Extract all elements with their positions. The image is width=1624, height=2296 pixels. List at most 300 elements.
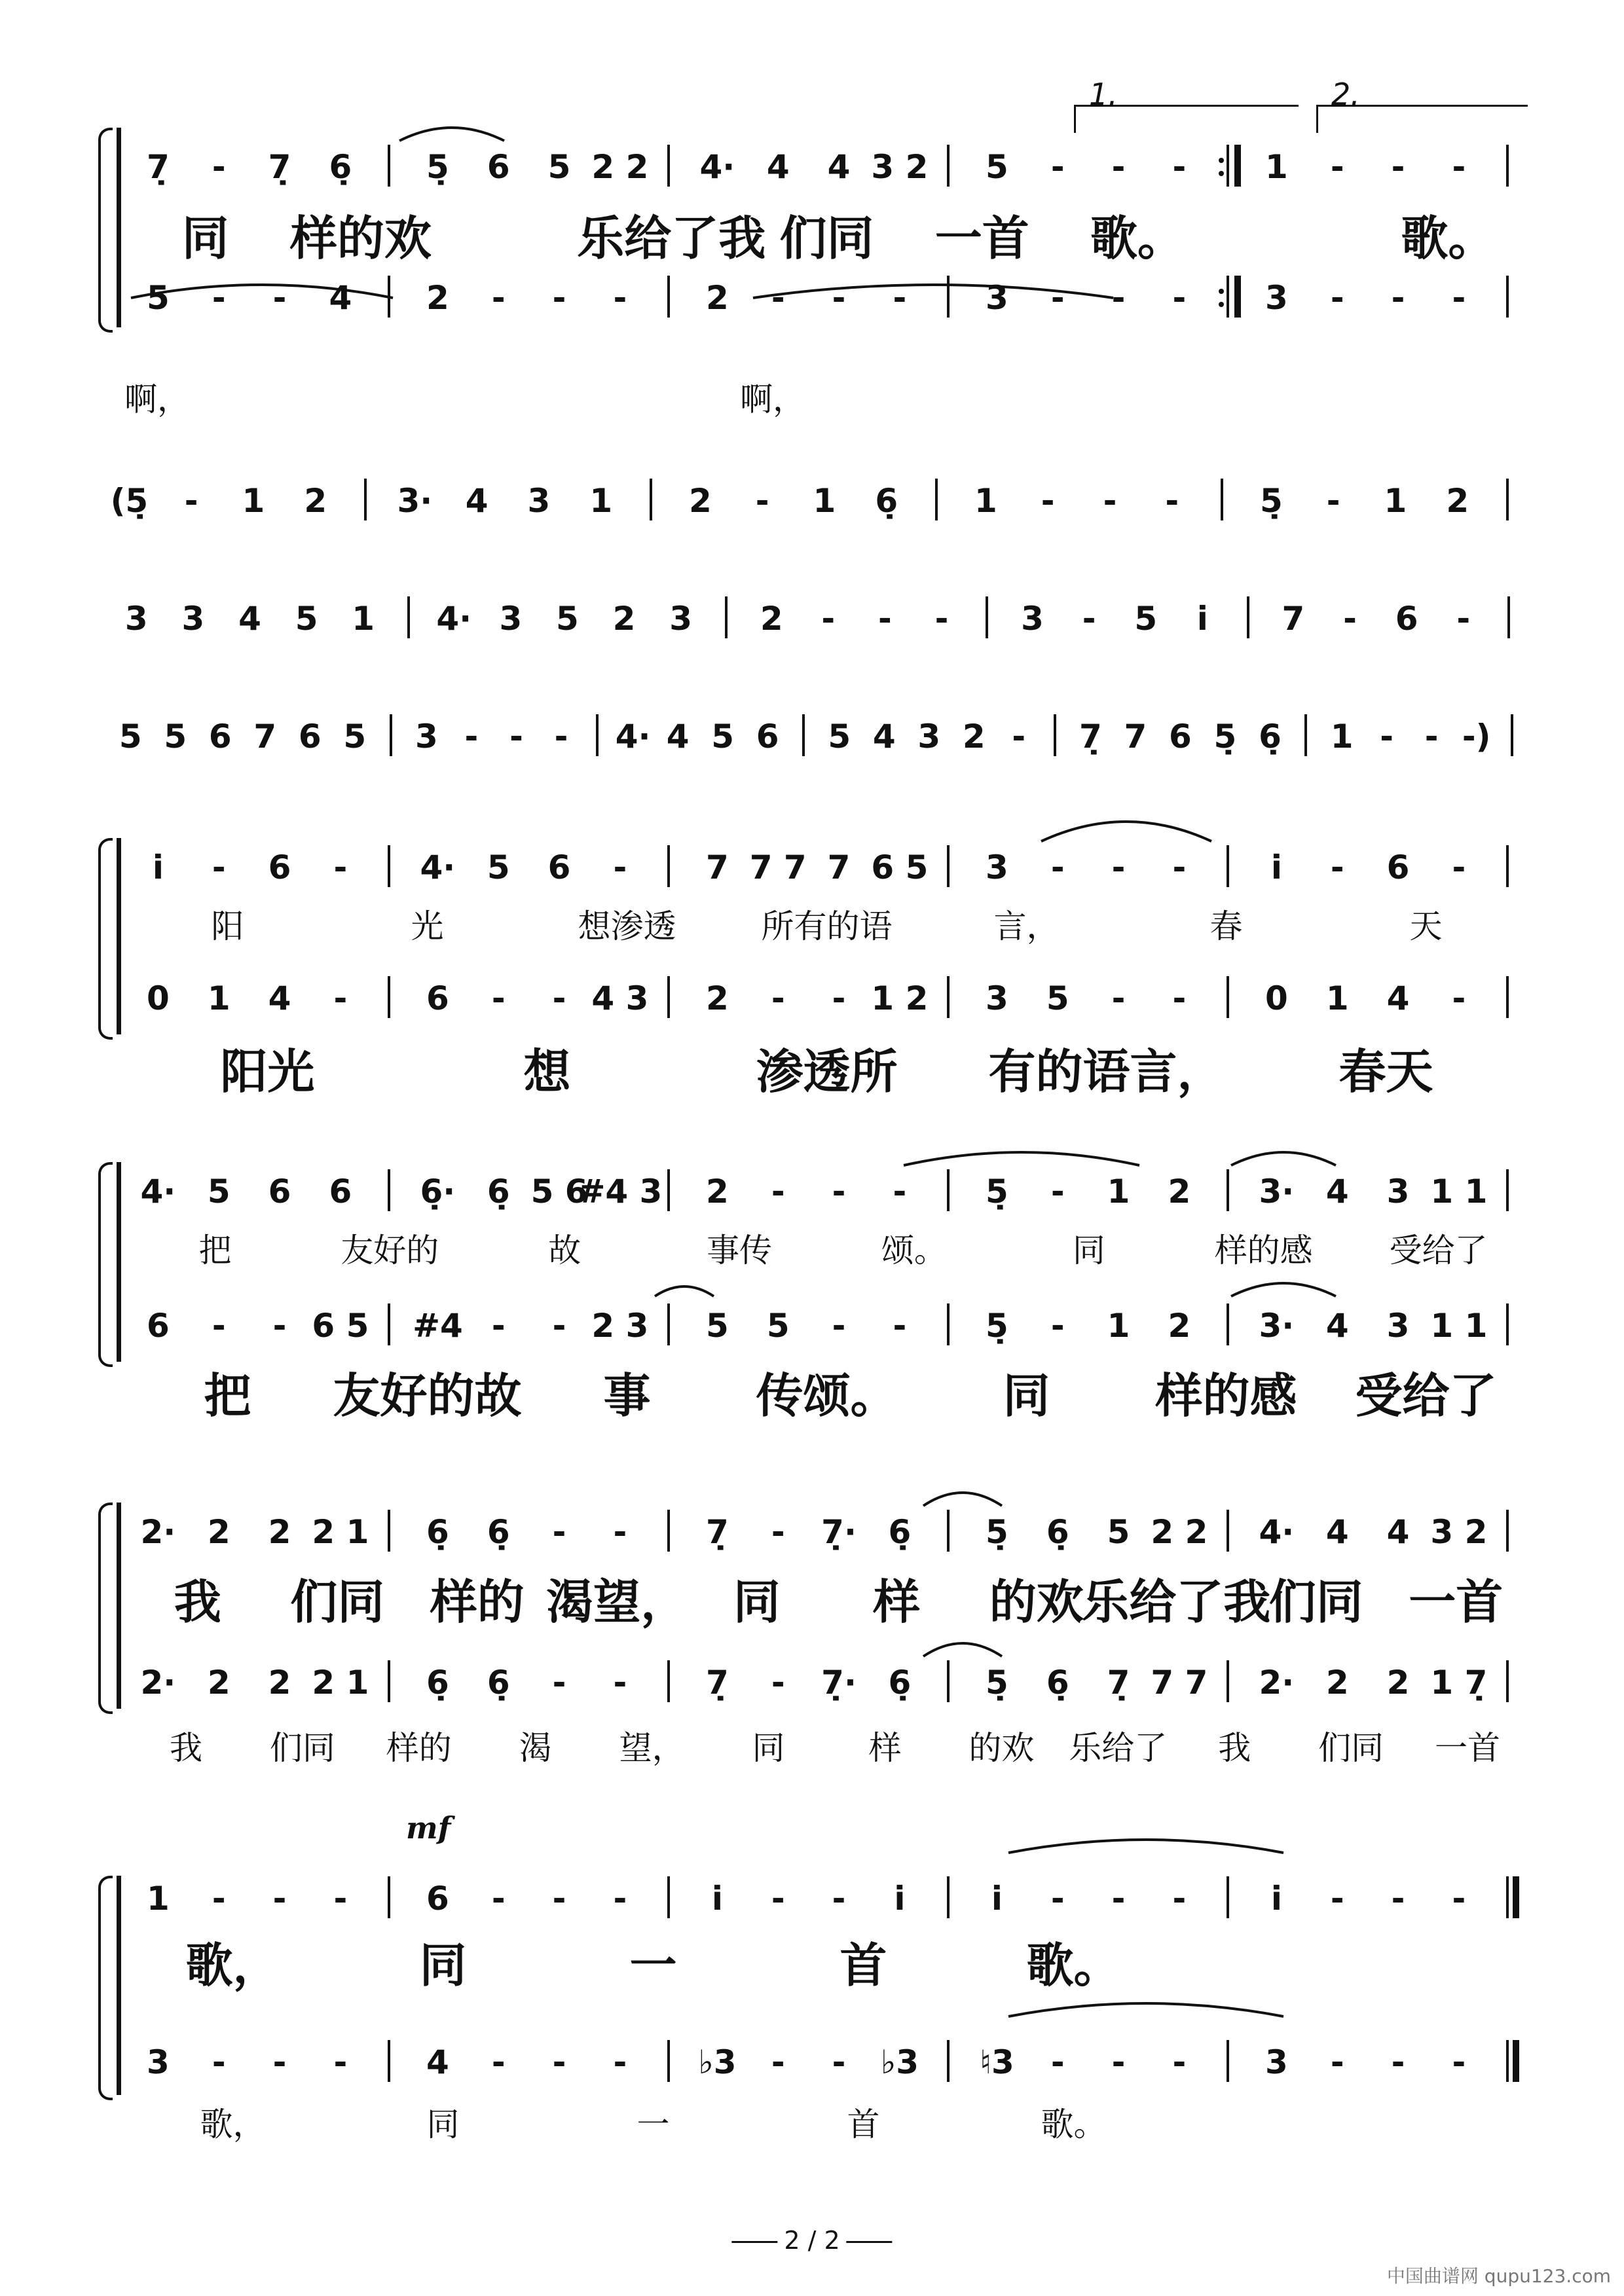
- lyric: 受给了: [1355, 1368, 1497, 1423]
- note: -: [491, 279, 506, 317]
- lyric: 啊，: [124, 380, 190, 418]
- note: -: [893, 1173, 907, 1211]
- note: -: [1111, 2043, 1126, 2081]
- note: 6: [756, 718, 779, 756]
- note: 1 2: [871, 979, 929, 1017]
- lyric: 们同: [779, 211, 874, 266]
- note: -: [771, 279, 785, 317]
- note: 2: [1386, 1664, 1410, 1702]
- lyric: 首: [847, 2105, 880, 2143]
- note: 7 7: [1151, 1664, 1208, 1702]
- note: 2 1: [312, 1664, 369, 1702]
- note: 6̣: [1046, 1513, 1069, 1551]
- note: -: [1452, 2043, 1466, 2081]
- note: 2·: [1259, 1664, 1295, 1702]
- note: 6̣: [888, 1513, 912, 1551]
- note: 6: [547, 848, 571, 886]
- note: -: [491, 1307, 506, 1345]
- note: 3: [1021, 600, 1044, 638]
- lyric: 歌。: [1041, 2105, 1107, 2143]
- lyric: 同: [1003, 1368, 1050, 1423]
- note: 6: [208, 718, 232, 756]
- note: -: [552, 1880, 566, 1918]
- lyric: 乐给了: [1069, 1729, 1168, 1767]
- lyric: 颂。: [881, 1231, 947, 1269]
- note: -: [832, 2043, 846, 2081]
- note: 7̣: [147, 148, 170, 186]
- note: i̇: [1270, 1880, 1282, 1918]
- note: -: [613, 1513, 627, 1551]
- lyric: 受给了: [1389, 1231, 1488, 1269]
- note: 4·: [615, 718, 651, 756]
- note: -: [613, 279, 627, 317]
- note: 7 7: [749, 848, 807, 886]
- lyric: 把: [198, 1231, 232, 1269]
- note: 4·: [436, 600, 472, 638]
- note: 2 2: [591, 148, 649, 186]
- lyric: 光: [411, 907, 444, 945]
- note: 5: [164, 718, 187, 756]
- note: 6: [487, 148, 510, 186]
- note: 3: [986, 848, 1008, 886]
- note: -: [272, 2043, 287, 2081]
- note: 2: [1446, 482, 1469, 520]
- note: -: [1111, 279, 1126, 317]
- note: 1 1: [1430, 1173, 1488, 1211]
- note: -: [333, 1880, 348, 1918]
- note: 5 6: [530, 1173, 588, 1211]
- note: -): [1462, 718, 1491, 756]
- note: 5: [295, 600, 318, 638]
- lyric: 们同: [269, 1729, 335, 1767]
- note: -: [1012, 718, 1026, 756]
- note: (5̣: [110, 482, 149, 520]
- note: -: [1172, 148, 1187, 186]
- note: 2: [612, 600, 636, 638]
- note: -: [613, 1880, 627, 1918]
- lyric: 歌，: [200, 2105, 266, 2143]
- lyric: 把: [204, 1368, 251, 1423]
- note: 7̣·: [821, 1664, 857, 1702]
- note: 6̣: [487, 1173, 510, 1211]
- note: 3 2: [871, 148, 929, 186]
- note: 2: [962, 718, 986, 756]
- note: 6 5: [871, 848, 929, 886]
- note: 1: [974, 482, 997, 520]
- note: 5: [1107, 1513, 1130, 1551]
- lyric: 我: [1218, 1729, 1251, 1767]
- lyric: 友好的故: [333, 1368, 522, 1423]
- note: 3: [527, 482, 551, 520]
- note: -: [552, 1513, 566, 1551]
- note: -: [1111, 848, 1126, 886]
- note: -: [1050, 1880, 1065, 1918]
- page-number: 2 / 2: [725, 2226, 898, 2255]
- slur: [399, 128, 504, 141]
- note: 3: [181, 600, 205, 638]
- note: 6: [1386, 848, 1410, 886]
- slur: [1231, 1283, 1336, 1296]
- lyric: 传颂。: [756, 1368, 898, 1423]
- note: 3 2: [1430, 1513, 1488, 1551]
- note: -: [491, 979, 506, 1017]
- note: -: [821, 600, 836, 638]
- lyric: 的欢: [969, 1729, 1035, 1767]
- lyric: 我: [174, 1575, 221, 1630]
- note: -: [1050, 279, 1065, 317]
- note: 2: [426, 279, 449, 317]
- note: 1: [207, 979, 231, 1017]
- note: #4 3: [578, 1173, 663, 1211]
- note: 3: [986, 979, 1008, 1017]
- note: -: [552, 1664, 566, 1702]
- note: 5: [766, 1307, 790, 1345]
- note: 5: [556, 600, 579, 638]
- lyric: 所有的语: [761, 907, 893, 945]
- slur: [923, 1493, 1002, 1506]
- note: -: [1172, 1880, 1187, 1918]
- lyric: 一首: [1409, 1575, 1504, 1630]
- lyric: 样的: [386, 1729, 452, 1767]
- note: 5̣: [986, 1513, 1008, 1551]
- note: -: [893, 279, 907, 317]
- note: 3: [669, 600, 693, 638]
- note: 6̣: [487, 1513, 510, 1551]
- note: 4·: [140, 1173, 176, 1211]
- note: -: [1172, 979, 1187, 1017]
- note: ♮3: [980, 2043, 1014, 2081]
- note: -: [1391, 279, 1405, 317]
- note: 6̣: [1046, 1664, 1069, 1702]
- lyric: 想渗透: [578, 907, 676, 945]
- note: #4: [413, 1307, 463, 1345]
- note: 7̣: [268, 148, 291, 186]
- slur: [753, 285, 1113, 298]
- note: 6̣: [875, 482, 898, 520]
- note: 1: [1265, 148, 1288, 186]
- slur: [131, 285, 393, 298]
- lyric: 们同: [1268, 1575, 1363, 1630]
- note: -: [832, 1173, 846, 1211]
- note: 6̣: [426, 1513, 449, 1551]
- note: -: [893, 1307, 907, 1345]
- note: -: [1103, 482, 1117, 520]
- note: -: [333, 979, 348, 1017]
- note: 5: [147, 279, 170, 317]
- note: 4: [1325, 1173, 1349, 1211]
- lyric: 同: [1072, 1231, 1105, 1269]
- note: 4: [1386, 1513, 1410, 1551]
- note: -: [509, 718, 523, 756]
- note: -: [771, 1664, 785, 1702]
- note: 5: [1046, 979, 1069, 1017]
- note: -: [1165, 482, 1179, 520]
- note: 5: [1134, 600, 1158, 638]
- note: i̇: [991, 1880, 1003, 1918]
- note: 2: [706, 1173, 729, 1211]
- note: 5: [828, 718, 851, 756]
- note: -: [464, 718, 479, 756]
- note: 2 2: [1151, 1513, 1208, 1551]
- slur: [904, 1152, 1139, 1165]
- note: -: [272, 279, 287, 317]
- lyric: 同: [752, 1729, 785, 1767]
- note: ♭3: [698, 2043, 737, 2081]
- note: -: [1424, 718, 1439, 756]
- slur: [1231, 1152, 1336, 1165]
- note: 6: [147, 1307, 170, 1345]
- watermark: 中国曲谱网 qupu123.com: [1386, 2265, 1611, 2287]
- note: 1: [1330, 718, 1354, 756]
- lyric: 首: [840, 1938, 887, 1993]
- note: 1: [813, 482, 836, 520]
- note: 5: [207, 1173, 231, 1211]
- note: 7: [253, 718, 277, 756]
- note: 3: [124, 600, 148, 638]
- lyric: 有的语言，: [988, 1044, 1225, 1099]
- note: 7̣·: [821, 1513, 857, 1551]
- lyric: 同: [426, 2105, 460, 2143]
- note: 6: [426, 1880, 449, 1918]
- note: -: [771, 1880, 785, 1918]
- note: 5̣: [1259, 482, 1283, 520]
- note: 5: [706, 1307, 729, 1345]
- slur: [1008, 1840, 1283, 1853]
- lyric: 春天: [1338, 1044, 1433, 1099]
- note: 6̣: [1259, 718, 1282, 756]
- lyric: 渴望，: [546, 1575, 688, 1630]
- slur: [1041, 822, 1211, 841]
- note: -: [1330, 2043, 1344, 2081]
- note: -: [552, 1307, 566, 1345]
- note: -: [552, 279, 566, 317]
- note: -: [771, 2043, 785, 2081]
- note: -: [1452, 279, 1466, 317]
- note: 6: [268, 1173, 291, 1211]
- lyric: 渗透所: [756, 1044, 898, 1099]
- note: -: [1452, 848, 1466, 886]
- lyric: 我: [169, 1729, 202, 1767]
- note: 2: [760, 600, 783, 638]
- dynamic-mark: mf: [406, 1810, 451, 1846]
- note: 2: [1325, 1664, 1349, 1702]
- note: 7̣: [1079, 718, 1102, 756]
- note: -: [832, 1307, 846, 1345]
- lyric: 歌。: [1090, 211, 1185, 266]
- note: -: [552, 979, 566, 1017]
- note: -: [613, 1664, 627, 1702]
- note: -: [1172, 2043, 1187, 2081]
- note: 3: [1386, 1173, 1410, 1211]
- lyric: 们同: [290, 1575, 385, 1630]
- lyric: 春: [1209, 907, 1243, 945]
- lyric: 乐给了我: [577, 211, 766, 266]
- note: 5̣: [426, 148, 449, 186]
- note: 6̣: [888, 1664, 912, 1702]
- lyric: 想: [523, 1044, 571, 1099]
- note: 4: [426, 2043, 449, 2081]
- note: -: [613, 2043, 627, 2081]
- note: -: [1391, 1880, 1405, 1918]
- note: 4: [238, 600, 261, 638]
- lyric: 样的感: [1214, 1231, 1313, 1269]
- lyric: 样的感: [1155, 1368, 1297, 1423]
- note: -: [552, 2043, 566, 2081]
- note: 4: [1325, 1307, 1349, 1345]
- note: 4: [827, 148, 851, 186]
- note: 5̣: [986, 1173, 1008, 1211]
- note: -: [1172, 279, 1187, 317]
- note: 2: [706, 979, 729, 1017]
- lyric: 同: [733, 1575, 781, 1630]
- note: 4·: [420, 848, 456, 886]
- note: -: [1343, 600, 1357, 638]
- note: 2: [688, 482, 712, 520]
- note: -: [333, 2043, 348, 2081]
- note: 4: [329, 279, 352, 317]
- note: 2: [304, 482, 327, 520]
- note: 3: [917, 718, 941, 756]
- note: -: [1050, 848, 1065, 886]
- lyric: 阳: [211, 907, 244, 945]
- lyric: 样: [868, 1729, 902, 1767]
- note: 4: [872, 718, 896, 756]
- note: -: [771, 1513, 785, 1551]
- note: 1: [242, 482, 265, 520]
- note: -: [1330, 279, 1344, 317]
- note: 7̣: [706, 1664, 729, 1702]
- note: -: [1391, 148, 1405, 186]
- note: 7̣: [1107, 1664, 1130, 1702]
- note: -: [212, 2043, 226, 2081]
- note: -: [934, 600, 949, 638]
- lyric: 故: [548, 1231, 581, 1269]
- note: 4: [666, 718, 690, 756]
- note: 2: [268, 1664, 291, 1702]
- lyric: 一首: [934, 211, 1029, 266]
- note: -: [212, 279, 226, 317]
- note: 3: [1386, 1307, 1410, 1345]
- lyric: 歌，: [185, 1938, 280, 1993]
- note: 3: [415, 718, 438, 756]
- note: i̇: [1270, 848, 1282, 886]
- lyric: 歌。: [1401, 211, 1496, 266]
- note: 6: [268, 848, 291, 886]
- note: -: [1391, 2043, 1405, 2081]
- slur: [1008, 2003, 1283, 2016]
- note: -: [333, 848, 348, 886]
- lyric: 望，: [619, 1729, 685, 1767]
- lyric: 同: [419, 1938, 467, 1993]
- note: 3: [147, 2043, 170, 2081]
- note: 1: [1107, 1307, 1130, 1345]
- note: 1: [352, 600, 375, 638]
- note: -: [771, 979, 785, 1017]
- note: 1: [1107, 1173, 1130, 1211]
- lyric: 的欢: [989, 1575, 1084, 1630]
- lyric: 同: [181, 211, 229, 266]
- note: 2·: [140, 1513, 176, 1551]
- note: 1 1: [1430, 1307, 1488, 1345]
- note: -: [1111, 1880, 1126, 1918]
- note: -: [755, 482, 769, 520]
- note: 3: [1265, 2043, 1288, 2081]
- note: -: [878, 600, 892, 638]
- note: 7: [827, 848, 851, 886]
- note: 5̣: [1213, 718, 1237, 756]
- note: 2: [706, 279, 729, 317]
- note: 4: [766, 148, 790, 186]
- lyric: 天: [1409, 907, 1443, 945]
- note: -: [1111, 979, 1126, 1017]
- note: -: [832, 1880, 846, 1918]
- note: -: [1452, 979, 1466, 1017]
- note: 2: [207, 1513, 231, 1551]
- note: 6̣: [426, 1664, 449, 1702]
- note: 6 5: [312, 1307, 369, 1345]
- note: 4: [1325, 1513, 1349, 1551]
- lyric: 们同: [1318, 1729, 1384, 1767]
- note: -: [832, 979, 846, 1017]
- note: -: [1330, 1880, 1344, 1918]
- note: -: [1050, 1173, 1065, 1211]
- lyric: 啊，: [740, 380, 805, 418]
- note: 3·: [397, 482, 433, 520]
- lyric: 样的: [430, 1575, 525, 1630]
- note: 5: [119, 718, 142, 756]
- note: -: [491, 2043, 506, 2081]
- lyric: 一: [637, 2105, 670, 2143]
- note: -: [212, 848, 226, 886]
- note: 1: [589, 482, 613, 520]
- note: 4·: [1259, 1513, 1295, 1551]
- lyric: 事传: [707, 1231, 773, 1269]
- lyric: 歌。: [1026, 1938, 1121, 1993]
- note: 2 3: [591, 1307, 649, 1345]
- note: i̇: [894, 1880, 906, 1918]
- note: 2: [1168, 1307, 1191, 1345]
- note: 6̣·: [420, 1173, 456, 1211]
- note: 1: [147, 1880, 170, 1918]
- note: -: [1050, 148, 1065, 186]
- note: i̇: [152, 848, 164, 886]
- note: 4·: [699, 148, 735, 186]
- lyric: 事: [603, 1368, 651, 1423]
- note: -: [1082, 600, 1096, 638]
- note: 0: [147, 979, 170, 1017]
- note: -: [1041, 482, 1055, 520]
- note: -: [1452, 148, 1466, 186]
- note: -: [1330, 848, 1344, 886]
- lyric: 一: [629, 1938, 677, 1993]
- note: 3: [1265, 279, 1288, 317]
- note: 3·: [1259, 1173, 1295, 1211]
- note: 7̣: [706, 1513, 729, 1551]
- note: -: [1111, 148, 1126, 186]
- note: 5: [986, 148, 1008, 186]
- note: 1: [1384, 482, 1407, 520]
- volta-label: 2.: [1331, 77, 1360, 112]
- note: 1: [1325, 979, 1349, 1017]
- note: 6: [298, 718, 322, 756]
- note: -: [1050, 1307, 1065, 1345]
- note: 7: [1282, 600, 1305, 638]
- note: 5̣: [986, 1307, 1008, 1345]
- note: -: [1380, 718, 1393, 756]
- note: -: [184, 482, 198, 520]
- note: -: [1172, 848, 1187, 886]
- note: -: [1050, 2043, 1065, 2081]
